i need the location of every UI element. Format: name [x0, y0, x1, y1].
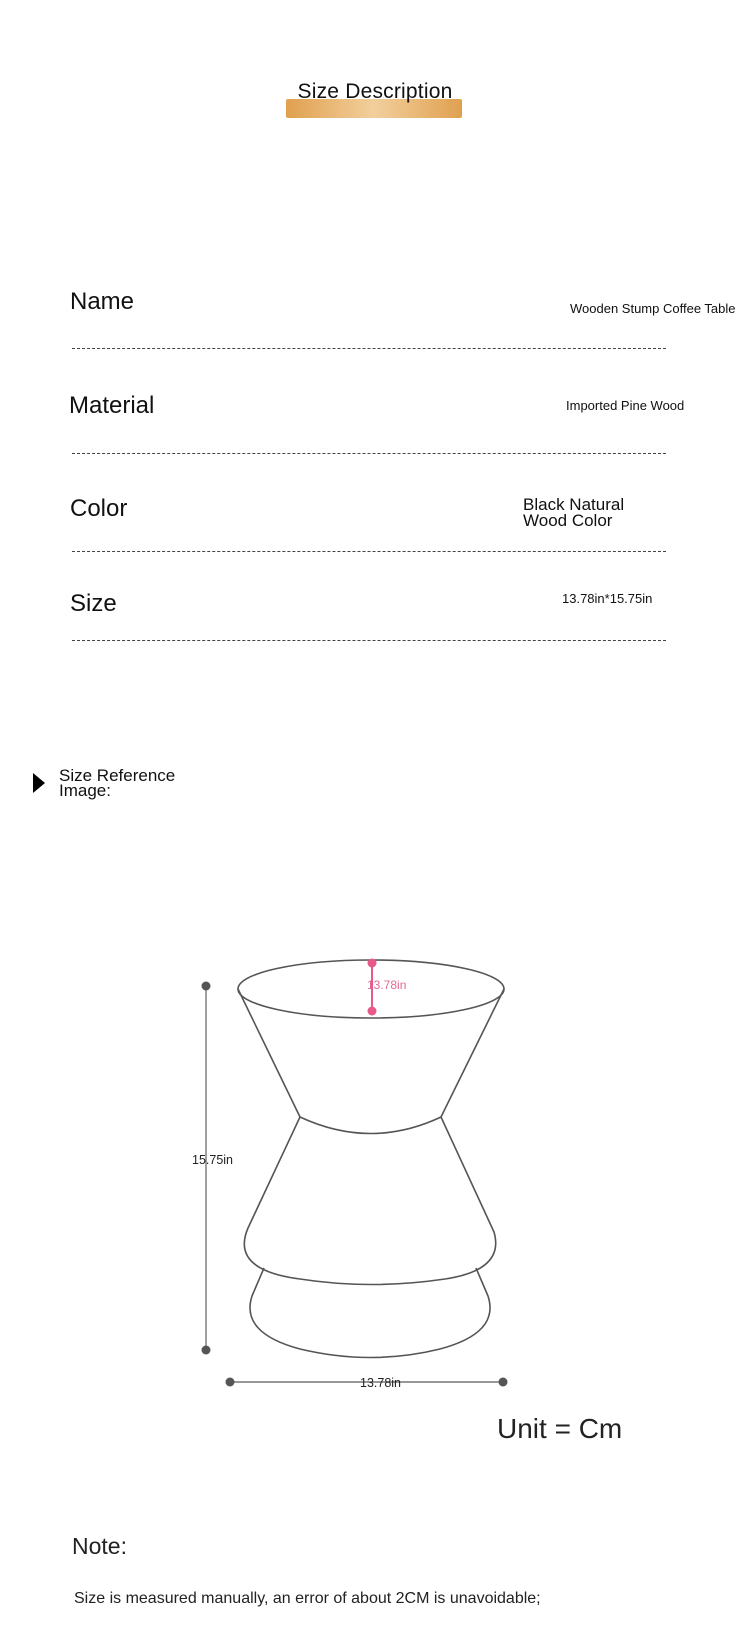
spec-value-color-line1: Black Natural	[523, 495, 625, 514]
waist-curve	[300, 1117, 441, 1134]
width-dimension-dot	[499, 1378, 508, 1387]
lower-body	[244, 1117, 495, 1285]
note-title: Note:	[72, 1533, 127, 1559]
stool-outline	[238, 960, 504, 1358]
section-title-line2: Image:	[59, 781, 111, 800]
width-dimension-dot	[226, 1378, 235, 1387]
spec-label-material: Material	[69, 392, 155, 419]
width-label: 13.78in	[360, 1376, 402, 1390]
height-dimension	[192, 982, 233, 1355]
spec-label-color: Color	[70, 495, 128, 522]
top-diameter-label: 13.78in	[367, 978, 407, 992]
spec-label-name: Name	[70, 288, 135, 315]
spec-value-size: 13.78in*15.75in	[562, 591, 653, 606]
base	[250, 1268, 490, 1358]
top-diameter-dimension	[367, 959, 406, 1016]
spec-value-material: Imported Pine Wood	[566, 398, 685, 413]
height-dimension-dot	[202, 982, 211, 991]
spec-label-size: Size	[70, 590, 117, 617]
height-dimension-dot	[202, 1346, 211, 1355]
height-label: 15.75in	[192, 1153, 234, 1167]
unit-label: Unit = Cm	[497, 1413, 623, 1444]
width-dimension	[226, 1376, 508, 1390]
top-dimension-dot	[368, 959, 377, 968]
spec-value-name: Wooden Stump Coffee Table	[570, 301, 736, 316]
spec-value-color-line2: Wood Color	[523, 511, 613, 530]
section-title-line1: Size Reference	[59, 766, 176, 785]
page-title: Size Description	[297, 80, 453, 103]
top-dimension-dot	[368, 1007, 377, 1016]
note-text: Size is measured manually, an error of about 2CM is unavoidable;	[74, 1590, 541, 1607]
